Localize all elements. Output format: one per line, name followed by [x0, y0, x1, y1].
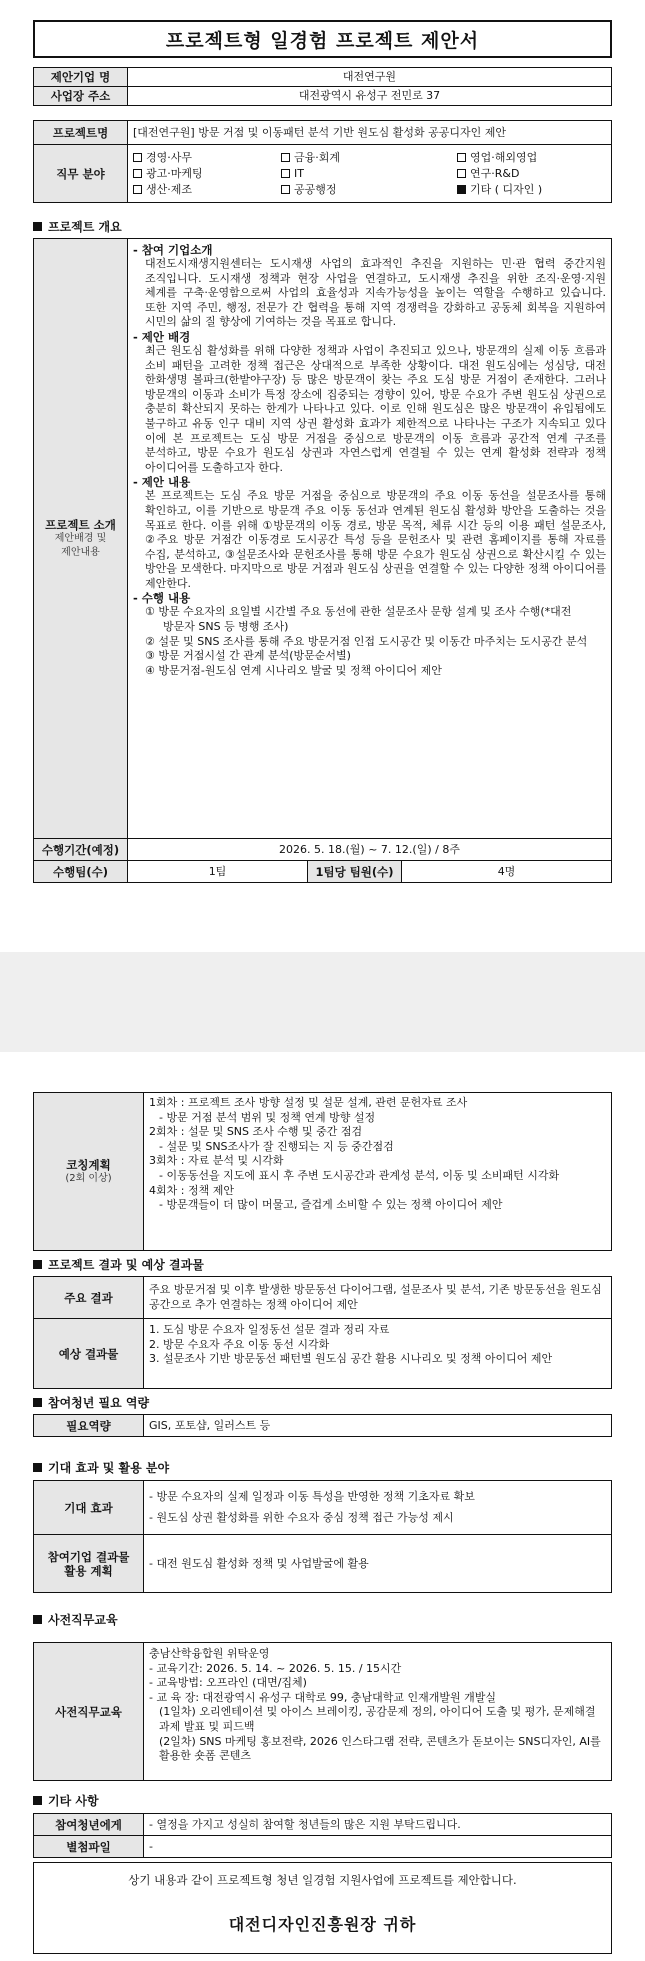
expected-item: 2. 방문 수요자 주요 이동 동선 시각화 [149, 1337, 330, 1351]
training-lines [149, 1647, 606, 1764]
address-label: 사업장 주소 [34, 87, 128, 106]
address-value: 대전광역시 유성구 전민로 37 [128, 87, 612, 106]
coaching-line: - 방문 거점 분석 범위 및 정책 연계 방향 설정 [159, 1110, 376, 1124]
effect-content [144, 1481, 612, 1535]
training-section-title: 사전직무교육 [48, 1613, 118, 1627]
members-label: 1팀당 팀원(수) [308, 861, 402, 883]
period-label: 수행기간(예정) [34, 839, 128, 861]
use-plan-label: 참여기업 결과물 활용 계획 [34, 1535, 144, 1593]
training-line: - 교 육 장: 대전광역시 유성구 대학로 99, 충남대학교 인재개발원 개발실 [149, 1690, 497, 1704]
coaching-line: 2회차 : 설문 및 SNS 조사 수행 및 중간 점검 [149, 1125, 363, 1139]
coaching-line: 1회차 : 프로젝트 조사 방향 설정 및 설문 설계, 관련 문헌자료 조사 [149, 1096, 468, 1109]
page-gap [0, 952, 645, 1052]
coaching-table [33, 1092, 612, 1251]
unchecked-box-icon[interactable] [281, 169, 290, 178]
message-label: 참여청년에게 [34, 1814, 144, 1836]
main-result-value: 주요 방문거점 및 이후 발생한 방문동선 다이어그램, 설문조사 및 분석, 기존 방문동선을 원도심 공간으로 추가 연결하는 정책 아이디어 제안 [144, 1277, 612, 1319]
field-option-label: 경영·사무 [146, 150, 193, 164]
field-option-label: 기타 ( 디자인 ) [470, 182, 543, 196]
task-item: ③ 방문 거점시설 간 관계 분석(방문순서별) [145, 649, 351, 663]
task-item: ④ 방문거점-원도심 연계 시나리오 발굴 및 정책 아이디어 제안 [145, 663, 442, 677]
square-bullet-icon [33, 1260, 42, 1269]
period-value: 2026. 5. 18.(월) ~ 7. 12.(일) / 8주 [128, 839, 612, 861]
teams-value: 1팀 [128, 861, 308, 883]
effects-section-heading [33, 1460, 169, 1476]
effects-section-title: 기대 효과 및 활용 분야 [48, 1461, 170, 1475]
unchecked-box-icon[interactable] [133, 153, 142, 162]
square-bullet-icon [33, 222, 42, 231]
coaching-lines [149, 1096, 606, 1213]
training-label: 사전직무교육 [34, 1643, 144, 1781]
results-section-heading [33, 1257, 204, 1273]
coaching-content [144, 1093, 612, 1251]
content-title: - 제안 내용 [133, 475, 191, 490]
expected-items [149, 1323, 606, 1367]
field-option[interactable] [281, 183, 457, 197]
unchecked-box-icon[interactable] [133, 185, 142, 194]
unchecked-box-icon[interactable] [281, 185, 290, 194]
company-intro-title: - 참여 기업소개 [133, 243, 213, 257]
square-bullet-icon [33, 1463, 42, 1472]
field-option[interactable] [281, 167, 457, 181]
competency-value: GIS, 포토샵, 일러스트 등 [144, 1415, 612, 1437]
overview-section-heading [33, 219, 122, 235]
expected-item: 3. 설문조사 기반 방문동선 패턴별 원도심 공간 활용 시나리오 및 정책 아이디어 제안 [149, 1352, 553, 1366]
competency-table [33, 1414, 612, 1437]
coaching-line: 3회차 : 자료 분석 및 시각화 [149, 1154, 284, 1168]
document-title: 프로젝트형 일경험 프로젝트 제안서 [33, 20, 612, 58]
field-option[interactable] [457, 151, 606, 165]
checked-box-icon[interactable] [457, 185, 466, 194]
training-line: 충남산학융합원 위탁운영 [149, 1647, 270, 1660]
content-text: 본 프로젝트는 도심 주요 방문 거점을 중심으로 방문객의 주요 이동 동선을 설문조사를 통해 확인하고, 이를 기반으로 방문객 주요 이동 동선과 연계된 원도심 활성화 방안을 도출하는 것을 목표로 한다. 이를 위해 ①방문객의 이동 경로, 방문 목적, 체류 시간 등의 이용 패턴 설문조사, ②주요 방문 거점간 이동경로 도시공간 특성 등을 문헌조사 및 관련 홈페이지를 통해 자료를 수집, 분석하고, ③설문조사와 문헌조사를 통해 방문 수요가 원도심 상권으로 확산시킬 수 있는 방안을 모색한다. 마지막으로 방문 거점과 원도심 상권을 연결할 수 있는 다양한 정책 아이디어를 제안한다. [145, 489, 606, 590]
footer-statement: 상기 내용과 같이 프로젝트형 청년 일경험 지원사업에 프로젝트를 제안합니다. [128, 1873, 517, 1887]
field-option-grid [133, 151, 606, 197]
unchecked-box-icon[interactable] [457, 153, 466, 162]
tasks-title: - 수행 내용 [133, 591, 191, 606]
attachment-label: 별첨파일 [34, 1836, 144, 1858]
effect-item: - 원도심 상권 활성화를 위한 수요자 중심 정책 접근 가능성 제시 [149, 1510, 454, 1524]
main-result-label: 주요 결과 [34, 1277, 144, 1319]
expected-output-content [144, 1319, 612, 1389]
competency-section-title: 참여청년 필요 역량 [48, 1396, 150, 1410]
task-item: ① 방문 수요자의 요일별 시간별 주요 동선에 관한 설문조사 문항 설계 및 조사 수행(*대전 방문자 SNS 등 병행 조사) [145, 605, 572, 634]
square-bullet-icon [33, 1796, 42, 1805]
field-option[interactable] [281, 151, 457, 165]
field-option[interactable] [133, 167, 281, 181]
etc-section-title: 기타 사항 [48, 1794, 99, 1808]
company-value: 대전연구원 [128, 68, 612, 87]
training-line: - 교육기간: 2026. 5. 14. ~ 2026. 5. 15. / 15시간 [149, 1661, 402, 1675]
company-info-table [33, 67, 612, 106]
training-table [33, 1642, 612, 1781]
expected-item: 1. 도심 방문 수요자 일정동선 설문 결과 정리 자료 [149, 1323, 390, 1336]
effect-label: 기대 효과 [34, 1481, 144, 1535]
training-line: (2일차) SNS 마케팅 홍보전략, 2026 인스타그램 전략, 콘텐츠가 돋보이는 SNS디자인, AI를 활용한 숏폼 콘텐츠 [159, 1734, 601, 1763]
attachment-value: - [144, 1836, 612, 1858]
background-title: - 제안 배경 [133, 329, 191, 344]
overview-label-sub: 제안배경 및 제안내용 [54, 532, 107, 558]
field-option[interactable] [457, 167, 606, 181]
company-intro-text: 대전도시재생지원센터는 도시재생 사업의 효과적인 추진을 지원하는 민·관 협력 중간지원 조직입니다. 도시재생 정책과 현장 사업을 연결하고, 도시재생 추진을 위한 조직·운영·지원 체계를 구축·운영함으로써 사업의 효율성과 지속가능성을 높이는 역할을 수행하고 있습니다. 또한 지역 주민, 행정, 전문가 간 협력을 통해 지역 경쟁력을 강화하고 공동체 회복을 지원하여 시민의 삶의 질 향상에 기여하는 것을 목표로 합니다. [145, 257, 606, 329]
overview-label: 프로젝트 소개 [45, 517, 116, 532]
overview-content [128, 239, 612, 839]
field-option-label: IT [294, 166, 304, 180]
etc-table [33, 1813, 612, 1858]
field-option-label: 생산·제조 [146, 182, 193, 196]
background-text: 최근 원도심 활성화를 위해 다양한 정책과 사업이 추진되고 있으나, 방문객의 실제 이동 흐름과 소비 패턴을 고려한 정책 접근은 상대적으로 부족한 상황이다. 대전 원도심에는 성심당, 대전 한화생명 볼파크(한밭야구장) 등 많은 방문객이 찾는 주요 도심 방문 거점이 존재한다. 그러나 방문객의 이동과 소비가 특정 장소에 집중되는 경향이 있어, 방문 수요가 주변 원도심 상권으로 충분히 확산되지 못하는 한계가 나타나고 있다. 이로 인해 원도심은 많은 방문객이 유입됨에도 불구하고 유동 인구 대비 지역 상권 활성화 효과가 제한적으로 나타나는 구조가 지속되고 있다 이에 본 프로젝트는 도심 방문 거점을 중심으로 방문객의 이동 흐름과 공간적 연계 구조를 분석하고, 방문 수요가 원도심 상권과 자연스럽게 연결될 수 있는 연계 활성화 전략과 정책 아이디어를 도출하고자 한다. [145, 343, 606, 474]
page-1 [0, 0, 645, 952]
coaching-line: 4회차 : 정책 제안 [149, 1183, 234, 1197]
training-section-heading [33, 1612, 118, 1628]
field-option[interactable] [457, 183, 606, 197]
square-bullet-icon [33, 1615, 42, 1624]
page-2 [0, 1052, 645, 1961]
task-item: ② 설문 및 SNS 조사를 통해 주요 방문거점 인접 도시공간 및 이동간 마주치는 도시공간 분석 [145, 634, 588, 648]
unchecked-box-icon[interactable] [457, 169, 466, 178]
training-line: (1일차) 오리엔테이션 및 아이스 브레이킹, 공감문제 정의, 아이디어 도출 및 평가, 문제해결 과제 발표 및 피드백 [159, 1705, 596, 1733]
effects-table [33, 1480, 612, 1593]
coaching-label-sub: (2회 이상) [65, 1172, 112, 1184]
field-option[interactable] [133, 151, 281, 165]
coaching-line: - 설문 및 SNS조사가 잘 진행되는 지 등 중간점검 [159, 1139, 394, 1153]
field-options [128, 145, 612, 203]
competency-section-heading [33, 1395, 149, 1411]
training-content [144, 1643, 612, 1781]
footer-recipient: 대전디자인진흥원장 귀하 [228, 1915, 417, 1934]
field-option-label: 금융·회계 [294, 150, 341, 164]
training-line: - 교육방법: 오프라인 (대면/집체) [149, 1676, 307, 1690]
project-name-label: 프로젝트명 [34, 121, 128, 145]
square-bullet-icon [33, 1398, 42, 1407]
overview-section-title: 프로젝트 개요 [48, 220, 122, 234]
overview-table [33, 238, 612, 883]
field-option-label: 영업·해외영업 [470, 150, 538, 164]
message-value: - 열정을 가지고 성실히 참여할 청년들의 많은 지원 부탁드립니다. [144, 1814, 612, 1836]
members-value: 4명 [402, 861, 612, 883]
unchecked-box-icon[interactable] [133, 169, 142, 178]
effect-items [149, 1487, 606, 1528]
tasks-list [133, 605, 606, 678]
teams-label: 수행팀(수) [34, 861, 128, 883]
etc-section-heading [33, 1793, 99, 1809]
unchecked-box-icon[interactable] [281, 153, 290, 162]
project-info-table [33, 120, 612, 203]
company-label: 제안기업 명 [34, 68, 128, 87]
effect-item: - 방문 수요자의 실제 일정과 이동 특성을 반영한 정책 기초자료 확보 [149, 1489, 475, 1503]
results-table [33, 1276, 612, 1389]
results-section-title: 프로젝트 결과 및 예상 결과물 [48, 1258, 204, 1272]
field-option-label: 공공행정 [294, 182, 337, 196]
coaching-line: - 방문객들이 더 많이 머물고, 즐겁게 소비할 수 있는 정책 아이디어 제안 [159, 1198, 503, 1212]
field-option[interactable] [133, 183, 281, 197]
expected-output-label: 예상 결과물 [34, 1319, 144, 1389]
field-option-label: 연구·R&D [470, 166, 520, 180]
competency-label: 필요역량 [34, 1415, 144, 1437]
field-option-label: 광고·마케팅 [146, 166, 203, 180]
use-plan-value: - 대전 원도심 활성화 정책 및 사업발굴에 활용 [144, 1535, 612, 1593]
coaching-line: - 이동동선을 지도에 표시 후 주변 도시공간과 관계성 분석, 이동 및 소비패턴 시각화 [159, 1168, 560, 1182]
coaching-label-cell [34, 1093, 144, 1251]
field-label: 직무 분야 [34, 145, 128, 203]
project-name-value: [대전연구원] 방문 거점 및 이동패턴 분석 기반 원도심 활성화 공공디자인 제안 [128, 121, 612, 145]
coaching-label: 코칭계획 [66, 1157, 111, 1172]
overview-label-cell [34, 239, 128, 839]
